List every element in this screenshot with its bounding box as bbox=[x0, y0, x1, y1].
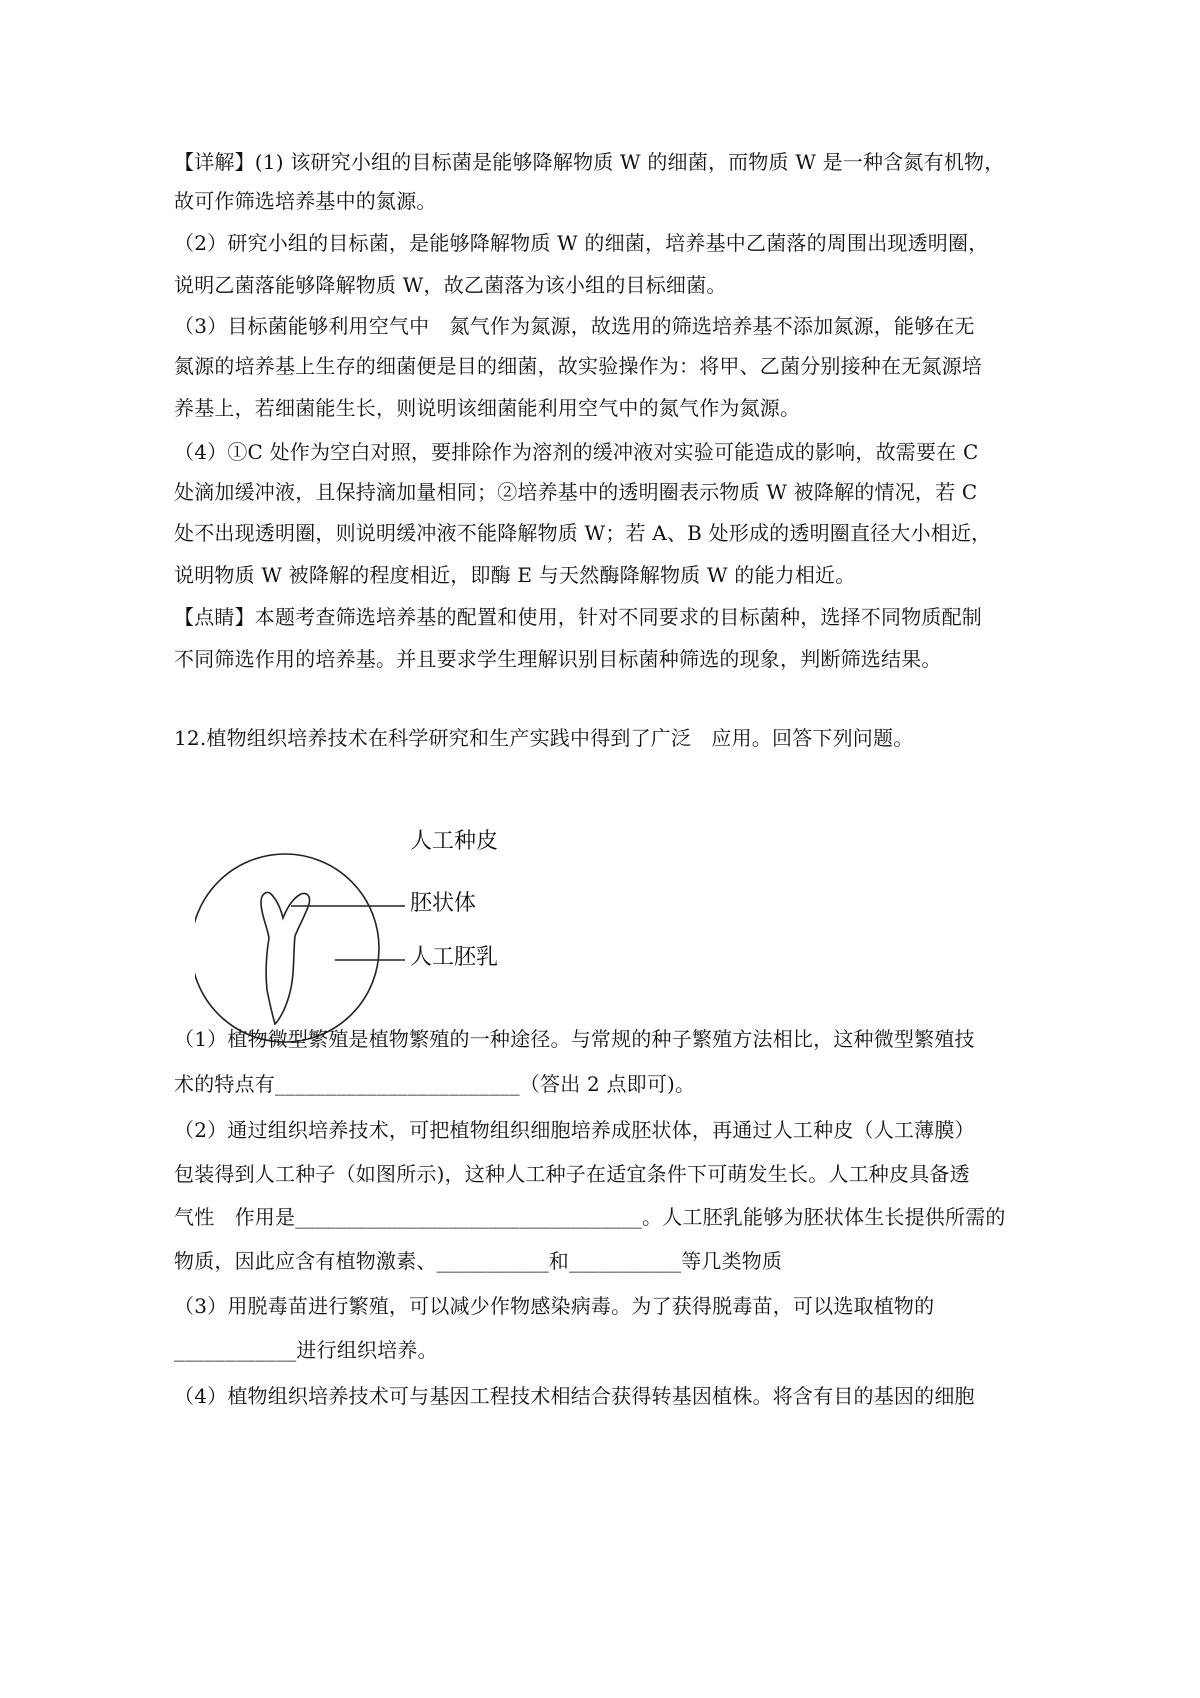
explanation-line-8: （4）①C 处作为空白对照，要排除作为溶剂的缓冲液对实验可能造成的影响，故需要在 C bbox=[174, 440, 979, 464]
explanation-line-4: 说明乙菌落能够降解物质 W，故乙菌落为该小组的目标细菌。 bbox=[174, 273, 727, 297]
explanation-line-3: （2）研究小组的目标菌，是能够降解物质 W 的细菌，培养基中乙菌落的周围出现透明圈， bbox=[174, 231, 989, 255]
explanation-line-13: 不同筛选作用的培养基。并且要求学生理解识别目标菌种筛选的现象，判断筛选结果。 bbox=[174, 647, 942, 671]
q1-line-1: （1）植物微型繁殖是植物繁殖的一种途径。与常规的种子繁殖方法相比，这种微型繁殖技 bbox=[174, 1027, 975, 1051]
explanation-line-1: 【详解】(1) 该研究小组的目标菌是能够降解物质 W 的细菌，而物质 W 是一种含氮有机物， bbox=[174, 150, 1005, 174]
q3-line-2: ____________进行组织培养。 bbox=[174, 1338, 438, 1362]
label-embryoid: 胚状体 bbox=[410, 891, 477, 916]
label-artificial-endosperm: 人工胚乳 bbox=[410, 945, 499, 970]
q2-line-4: 物质，因此应含有植物激素、___________和___________等几类物质 bbox=[174, 1249, 783, 1273]
artificial-seed-svg bbox=[195, 850, 555, 1050]
explanation-line-9: 处滴加缓冲液，且保持滴加量相同；②培养基中的透明圈表示物质 W 被降解的情况，若 C bbox=[174, 480, 978, 504]
explanation-line-6: 氮源的培养基上生存的细菌便是目的细菌，故实验操作为：将甲、乙菌分别接种在无氮源培 bbox=[174, 354, 982, 378]
explanation-line-12: 【点睛】本题考查筛选培养基的配置和使用，针对不同要求的目标菌种，选择不同物质配制 bbox=[174, 605, 982, 629]
label-artificial-seed-coat: 人工种皮 bbox=[410, 829, 499, 854]
embryoid-shape bbox=[261, 892, 310, 1024]
artificial-seed-diagram bbox=[195, 850, 555, 1050]
explanation-line-10: 处不出现透明圈，则说明缓冲液不能降解物质 W；若 A、B 处形成的透明圈直径大小相近， bbox=[174, 521, 992, 545]
explanation-line-5: （3）目标菌能够利用空气中 氮气作为氮源，故选用的筛选培养基不添加氮源，能够在无 bbox=[174, 314, 975, 338]
q2-line-1: （2）通过组织培养技术，可把植物组织细胞培养成胚状体，再通过人工种皮（人工薄膜） bbox=[174, 1118, 975, 1142]
seed-coat-circle bbox=[195, 854, 379, 1042]
explanation-line-2: 故可作筛选培养基中的氮源。 bbox=[174, 189, 437, 213]
q1-line-2: 术的特点有________________________（答出 2 点即可)。 bbox=[174, 1072, 696, 1096]
question-12-stem: 12.植物组织培养技术在科学研究和生产实践中得到了广泛 应用。回答下列问题。 bbox=[174, 726, 914, 750]
q4-line-1: （4）植物组织培养技术可与基因工程技术相结合获得转基因植株。将含有目的基因的细胞 bbox=[174, 1384, 975, 1408]
q3-line-1: （3）用脱毒苗进行繁殖，可以减少作物感染病毒。为了获得脱毒苗，可以选取植物的 bbox=[174, 1294, 935, 1318]
q2-line-2: 包装得到人工种子（如图所示)，这种人工种子在适宜条件下可萌发生长。人工种皮具备透 bbox=[174, 1162, 970, 1186]
explanation-line-7: 养基上，若细菌能生长，则说明该细菌能利用空气中的氮气作为氮源。 bbox=[174, 396, 801, 420]
q2-line-3: 气性 作用是__________________________________。人工胚乳能够为胚状体生长提供所需的 bbox=[174, 1205, 1006, 1229]
explanation-line-11: 说明物质 W 被降解的程度相近，即酶 E 与天然酶降解物质 W 的能力相近。 bbox=[174, 563, 856, 587]
